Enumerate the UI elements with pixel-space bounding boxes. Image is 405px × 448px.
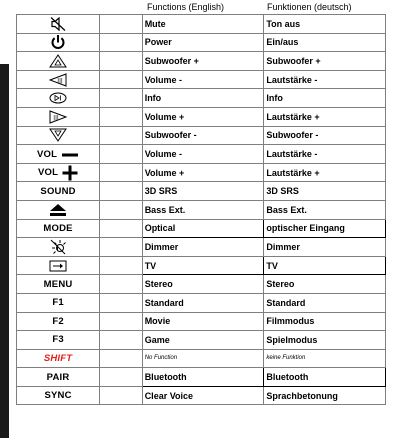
key-label: F1 xyxy=(52,297,64,309)
function-english: Clear Voice xyxy=(142,386,264,405)
key-symbol xyxy=(49,128,67,142)
volume-up-icon xyxy=(49,110,67,124)
function-deutsch: Spielmodus xyxy=(264,331,386,350)
empty-cell xyxy=(100,126,143,145)
key-symbol xyxy=(49,110,67,124)
table-row xyxy=(17,312,386,331)
table-row xyxy=(17,70,386,89)
table-row xyxy=(17,293,386,312)
function-deutsch: TV xyxy=(264,256,386,275)
function-english: 3D SRS xyxy=(142,182,264,201)
empty-cell xyxy=(100,219,143,238)
key-symbol xyxy=(50,17,66,31)
function-deutsch: optischer Eingang xyxy=(264,219,386,238)
key-cell xyxy=(17,275,100,294)
key-symbol xyxy=(44,353,72,364)
key-symbol xyxy=(49,203,67,217)
empty-cell xyxy=(100,349,143,368)
key-label: SYNC xyxy=(44,390,72,402)
table-row xyxy=(17,219,386,238)
key-symbol xyxy=(44,390,71,401)
table-row xyxy=(17,386,386,405)
function-english: TV xyxy=(142,256,264,275)
key-label: MODE xyxy=(43,222,73,234)
subwoofer-down-icon xyxy=(49,128,67,142)
key-cell xyxy=(17,182,100,201)
key-symbol xyxy=(40,186,75,197)
function-deutsch: keine Funktion xyxy=(264,349,386,368)
key-cell xyxy=(17,368,100,387)
key-cell xyxy=(17,293,100,312)
eject-icon xyxy=(49,203,67,217)
key-cell xyxy=(17,256,100,275)
function-deutsch: Lautstärke - xyxy=(264,70,386,89)
function-english: Info xyxy=(142,89,264,108)
function-deutsch: Bass Ext. xyxy=(264,200,386,219)
function-deutsch: Lautstärke - xyxy=(264,145,386,164)
empty-cell xyxy=(100,238,143,257)
key-cell xyxy=(17,219,100,238)
function-english: Bass Ext. xyxy=(142,200,264,219)
empty-cell xyxy=(100,52,143,71)
table-row xyxy=(17,200,386,219)
key-cell xyxy=(17,331,100,350)
function-english: Subwoofer - xyxy=(142,126,264,145)
key-symbol xyxy=(44,279,73,290)
empty-cell xyxy=(100,33,143,52)
table-row xyxy=(17,145,386,164)
dimmer-icon xyxy=(50,239,66,255)
table-row xyxy=(17,33,386,52)
key-cell xyxy=(17,126,100,145)
key-label: SHIFT xyxy=(43,353,73,365)
key-cell xyxy=(17,15,100,34)
empty-cell xyxy=(100,70,143,89)
key-symbol xyxy=(49,54,67,68)
volume-down-icon xyxy=(49,73,67,87)
table-row xyxy=(17,349,386,368)
header-deutsch: Funktionen (deutsch) xyxy=(267,2,352,12)
key-symbol xyxy=(49,73,67,87)
table-row xyxy=(17,89,386,108)
table-row xyxy=(17,107,386,126)
function-deutsch: Subwoofer - xyxy=(264,126,386,145)
table-row xyxy=(17,238,386,257)
function-deutsch: Dimmer xyxy=(264,238,386,257)
key-symbol xyxy=(49,92,67,104)
key-label: SOUND xyxy=(40,185,76,197)
plus-icon xyxy=(62,165,78,181)
key-cell xyxy=(17,145,100,164)
key-cell xyxy=(17,349,100,368)
function-english: Dimmer xyxy=(142,238,264,257)
key-label: VOL xyxy=(36,148,58,160)
key-label: VOL xyxy=(37,167,59,179)
subwoofer-up-icon xyxy=(49,54,67,68)
function-deutsch: Ton aus xyxy=(264,15,386,34)
empty-cell xyxy=(100,386,143,405)
svg-text:|||: ||| xyxy=(53,114,59,121)
key-cell xyxy=(17,386,100,405)
empty-cell xyxy=(100,312,143,331)
empty-cell xyxy=(100,15,143,34)
key-symbol xyxy=(50,34,66,50)
function-english: Game xyxy=(142,331,264,350)
function-english: Volume - xyxy=(142,145,264,164)
key-symbol xyxy=(52,297,64,308)
function-deutsch: Bluetooth xyxy=(264,368,386,387)
minus-icon xyxy=(61,149,79,159)
function-table xyxy=(16,14,386,405)
function-english: Subwoofer + xyxy=(142,52,264,71)
function-deutsch: Lautstärke + xyxy=(264,163,386,182)
tv-input-icon xyxy=(49,260,67,272)
function-deutsch: Sprachbetonung xyxy=(264,386,386,405)
empty-cell xyxy=(100,163,143,182)
table-row xyxy=(17,15,386,34)
empty-cell xyxy=(100,293,143,312)
key-cell xyxy=(17,107,100,126)
function-english: Optical xyxy=(142,219,264,238)
empty-cell xyxy=(100,275,143,294)
empty-cell xyxy=(100,107,143,126)
function-deutsch: Info xyxy=(264,89,386,108)
key-cell xyxy=(17,52,100,71)
function-deutsch: Subwoofer + xyxy=(264,52,386,71)
function-english: Power xyxy=(142,33,264,52)
empty-cell xyxy=(100,182,143,201)
key-symbol xyxy=(37,149,79,160)
function-english: Stereo xyxy=(142,275,264,294)
function-deutsch: Stereo xyxy=(264,275,386,294)
key-label: MENU xyxy=(43,278,73,290)
function-deutsch: Filmmodus xyxy=(264,312,386,331)
empty-cell xyxy=(100,256,143,275)
key-cell xyxy=(17,70,100,89)
key-cell xyxy=(17,238,100,257)
table-row xyxy=(17,126,386,145)
table-row xyxy=(17,52,386,71)
function-english: Mute xyxy=(142,15,264,34)
empty-cell xyxy=(100,331,143,350)
key-symbol xyxy=(52,334,64,345)
key-symbol xyxy=(50,239,66,255)
function-deutsch: Lautstärke + xyxy=(264,107,386,126)
key-cell xyxy=(17,312,100,331)
key-label: PAIR xyxy=(46,371,70,383)
key-cell xyxy=(17,33,100,52)
table-row xyxy=(17,275,386,294)
key-symbol xyxy=(47,372,70,383)
key-symbol xyxy=(38,165,78,181)
side-bar xyxy=(0,64,9,438)
key-cell xyxy=(17,163,100,182)
table-row xyxy=(17,331,386,350)
function-english: Movie xyxy=(142,312,264,331)
empty-cell xyxy=(100,145,143,164)
function-english: Bluetooth xyxy=(142,368,264,387)
key-cell xyxy=(17,89,100,108)
table-row xyxy=(17,182,386,201)
table-row xyxy=(17,256,386,275)
empty-cell xyxy=(100,200,143,219)
function-deutsch: Standard xyxy=(264,293,386,312)
function-english: Volume + xyxy=(142,163,264,182)
info-icon xyxy=(49,92,67,104)
empty-cell xyxy=(100,89,143,108)
power-icon xyxy=(50,34,66,50)
function-english: No Function xyxy=(142,349,264,368)
key-symbol xyxy=(49,260,67,272)
table-row xyxy=(17,163,386,182)
speaker-mute-icon xyxy=(50,17,66,31)
table-row xyxy=(17,368,386,387)
function-english: Volume + xyxy=(142,107,264,126)
function-english: Standard xyxy=(142,293,264,312)
key-symbol xyxy=(43,223,72,234)
function-english: Volume - xyxy=(142,70,264,89)
function-deutsch: 3D SRS xyxy=(264,182,386,201)
key-cell xyxy=(17,200,100,219)
svg-text:|||: ||| xyxy=(57,77,63,84)
function-deutsch: Ein/aus xyxy=(264,33,386,52)
empty-cell xyxy=(100,368,143,387)
key-label: F2 xyxy=(52,315,64,327)
key-label: F3 xyxy=(52,334,64,346)
key-symbol xyxy=(52,316,64,327)
header-english: Functions (English) xyxy=(147,2,225,12)
